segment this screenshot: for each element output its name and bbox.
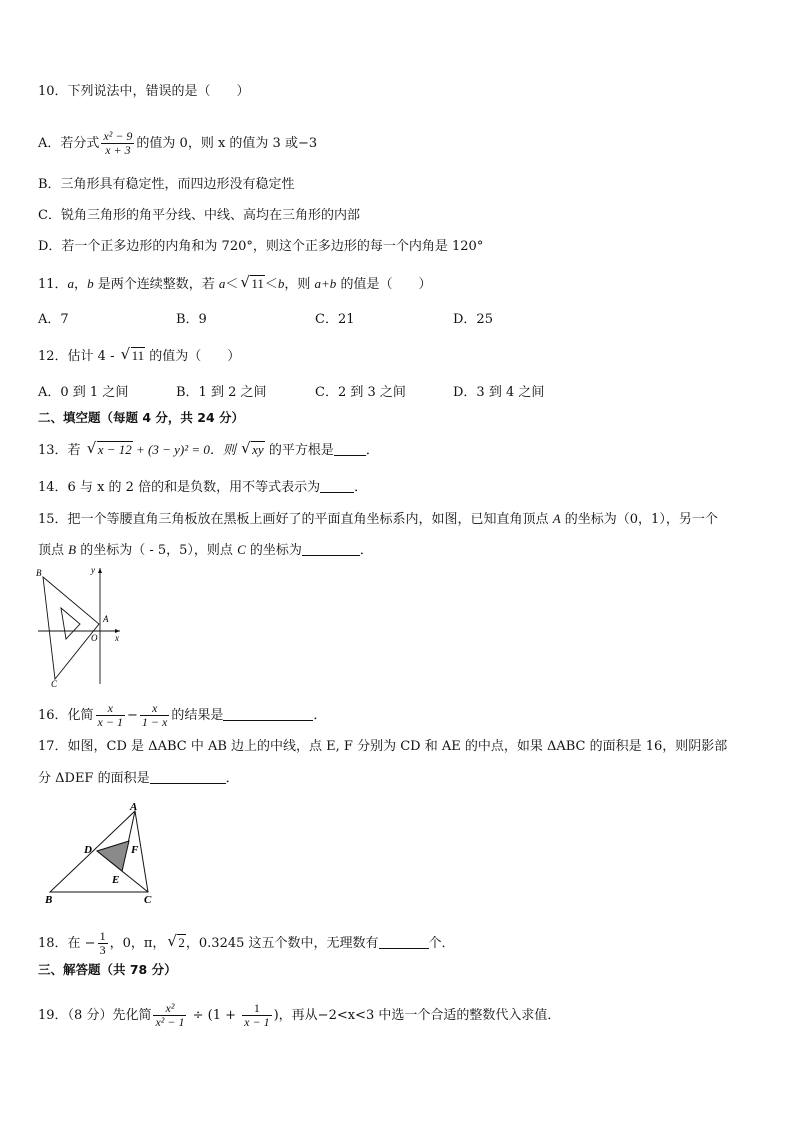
q10-a-numerator: x² − 9 xyxy=(103,129,133,143)
q19-f2-denominator: x − 1 xyxy=(244,1015,270,1029)
q13-answer-blank[interactable] xyxy=(334,443,366,456)
q11-sqrt xyxy=(240,276,265,293)
q15-line1-post: 的坐标为（0，1），另一个 xyxy=(560,512,718,527)
q17-line-1: 17．如图，CD 是 ΔABC 中 AB 边上的中线，点 E, F 分别为 CD 和 AE 的中点，如果 ΔABC 的面积是 16，则阴影部 xyxy=(38,739,728,754)
q12-pre: 12．估计 4 - xyxy=(38,349,119,364)
q16-post: 的结果是 xyxy=(171,708,224,723)
q19-post: ，再从−2<x<3 中选一个合适的整数代入求值． xyxy=(278,1008,561,1023)
q10-a-prefix: A．若分式 xyxy=(38,136,100,151)
q19-f1-numerator: x² xyxy=(153,1002,186,1016)
q16-minus: − xyxy=(126,708,138,723)
q17-label-b: B xyxy=(45,894,53,904)
q17-line2-pre: 分 ΔDEF 的面积是 xyxy=(38,771,150,786)
q16-pre: 16．化简 xyxy=(38,708,94,723)
section-solution-heading: 三、解答题（共 78 分） xyxy=(38,962,177,977)
q18-sqrt xyxy=(167,935,186,952)
q19-close: ) xyxy=(273,1008,279,1023)
q15-point-b: B xyxy=(68,542,77,557)
q19-stem xyxy=(38,1002,560,1029)
q15-outer-triangle xyxy=(43,577,99,679)
q13-pre: 13．若 xyxy=(38,443,85,458)
q11-text-end: 的值是（ ） xyxy=(336,277,432,292)
q11-option-b: B．9 xyxy=(176,312,207,327)
q14-stem xyxy=(38,480,367,496)
q15-label-a: A xyxy=(103,614,109,624)
q11-option-c: C．21 xyxy=(315,312,355,327)
q16-f2-denominator: 1 − x xyxy=(141,715,168,729)
q18-post: ，0.3245 这五个数中，无理数有 xyxy=(185,936,379,951)
q18-mid: ，0，π， xyxy=(109,936,166,951)
q17-label-a: A xyxy=(130,801,138,813)
q15-coordinate-figure xyxy=(30,562,140,690)
q18-stem xyxy=(38,930,455,957)
q19-pre: 19．（8 分）先化简 xyxy=(38,1008,152,1023)
q11-number: 11． xyxy=(38,277,68,292)
q11-sum: a+b xyxy=(314,276,337,291)
q15-label-o: O xyxy=(91,633,98,643)
q19-f2-numerator: 1 xyxy=(242,1002,271,1016)
q17-answer-blank[interactable] xyxy=(150,771,226,784)
q17-line-2 xyxy=(38,771,239,787)
q13-stem xyxy=(38,442,379,459)
q18-pre: 18．在 − xyxy=(38,936,96,951)
q11-lt-2: ＜ xyxy=(264,277,278,292)
q17-label-d: D xyxy=(84,844,92,856)
q11-radicand: 11 xyxy=(251,276,264,291)
q15-line2-mid: 的坐标为（ - 5，5），则点 xyxy=(76,543,238,558)
q15-line1-pre: 15．把一个等腰直角三角板放在黑板上画好了的平面直角坐标系内，如图，已知直角顶点 xyxy=(38,512,553,527)
q14-text: 14．6 与 x 的 2 倍的和是负数，用不等式表示为 xyxy=(38,480,321,495)
q10-a-denominator: x + 3 xyxy=(105,143,131,157)
q10-option-c: C．锐角三角形的角平分线、中线、高均在三角形的内部 xyxy=(38,208,360,223)
q15-label-x: x xyxy=(115,633,119,643)
q12-post: 的值为（ ） xyxy=(145,349,241,364)
q16-end: ． xyxy=(313,708,327,723)
q12-sqrt xyxy=(121,348,146,365)
q18-radicand: 2 xyxy=(178,935,185,950)
q17-label-e: E xyxy=(112,874,120,886)
q15-label-c: C xyxy=(51,679,58,689)
q17-end: ． xyxy=(225,771,239,786)
q15-line-2 xyxy=(38,542,373,559)
q19-fraction-2 xyxy=(242,1002,271,1029)
q18-answer-blank[interactable] xyxy=(379,936,429,949)
q11-option-a: A．7 xyxy=(38,312,69,327)
section-fill-blank-heading: 二、填空题（每题 4 分，共 24 分） xyxy=(38,410,245,425)
q16-f2-numerator: x xyxy=(140,702,169,716)
q11-lt-1: ＜ xyxy=(225,277,239,292)
q16-stem xyxy=(38,702,326,729)
q13-post: 的平方根是 xyxy=(264,443,334,458)
q11-var-a: a xyxy=(67,276,75,291)
q11-text-mid: 是两个连续整数，若 xyxy=(93,277,219,292)
q15-label-y: y xyxy=(91,565,95,575)
q11-var-b-2: b xyxy=(277,276,285,291)
q14-end: ． xyxy=(354,480,368,495)
q12-option-c: C．2 到 3 之间 xyxy=(315,385,406,400)
q17-triangle-figure xyxy=(40,798,170,904)
q16-answer-blank[interactable] xyxy=(223,708,313,721)
q16-f1-numerator: x xyxy=(96,702,125,716)
q13-sqrt-1 xyxy=(87,442,133,459)
q14-answer-blank[interactable] xyxy=(320,480,354,493)
q15-point-c: C xyxy=(237,542,246,557)
q13-radicand-1: x − 12 xyxy=(97,442,132,457)
q12-option-d: D．3 到 4 之间 xyxy=(453,385,545,400)
q11-stem xyxy=(38,276,431,293)
q18-numerator: 1 xyxy=(99,929,106,943)
q19-div: ÷ (1 + xyxy=(188,1008,241,1023)
q17-label-c: C xyxy=(144,894,152,904)
q18-denominator: 3 xyxy=(99,943,106,957)
q18-end: 个． xyxy=(428,936,455,951)
q13-radicand-2: xy xyxy=(252,442,264,457)
q15-line2-post: 的坐标为 xyxy=(245,543,302,558)
q10-option-a xyxy=(38,130,317,157)
q12-stem xyxy=(38,348,240,365)
q12-radicand: 11 xyxy=(131,348,145,363)
q10-option-d: D．若一个正多边形的内角和为 720°，则这个正多边形的每一个内角是 120° xyxy=(38,239,484,254)
q15-y-arrow xyxy=(98,568,102,573)
q11-var-a-2: a xyxy=(218,276,226,291)
q13-mid: + (3 − y)² = 0．则 xyxy=(132,442,240,457)
q15-answer-blank[interactable] xyxy=(302,543,360,556)
q12-option-a: A．0 到 1 之间 xyxy=(38,385,129,400)
q15-label-b: B xyxy=(36,568,42,578)
q10-a-suffix: 的值为 0，则 x 的值为 3 或−3 xyxy=(136,136,318,151)
q11-option-d: D．25 xyxy=(453,312,493,327)
q10-stem: 10．下列说法中，错误的是（ ） xyxy=(38,84,250,99)
q12-option-b: B．1 到 2 之间 xyxy=(176,385,267,400)
q10-a-fraction xyxy=(101,130,134,157)
q10-option-b: B．三角形具有稳定性，而四边形没有稳定性 xyxy=(38,177,295,192)
q16-fraction-1 xyxy=(96,702,125,729)
q11-var-b: b xyxy=(87,276,94,291)
q15-line-1 xyxy=(38,511,718,528)
q17-label-f: F xyxy=(131,844,139,856)
q15-end: ． xyxy=(359,543,373,558)
q16-fraction-2 xyxy=(140,702,169,729)
q18-fraction xyxy=(98,930,108,957)
q15-line2-pre: 顶点 xyxy=(38,543,69,558)
q15-inner-triangle xyxy=(61,608,80,639)
q19-f1-denominator: x² − 1 xyxy=(155,1015,185,1029)
q13-sqrt-2 xyxy=(241,442,265,459)
q17-shaded-def xyxy=(97,841,129,871)
q15-point-a: A xyxy=(552,511,561,526)
q11-text-post: ，则 xyxy=(284,277,315,292)
q13-end: ． xyxy=(365,443,379,458)
q16-f1-denominator: x − 1 xyxy=(97,715,123,729)
q11-comma: ， xyxy=(74,277,88,292)
q19-fraction-1 xyxy=(153,1002,186,1029)
